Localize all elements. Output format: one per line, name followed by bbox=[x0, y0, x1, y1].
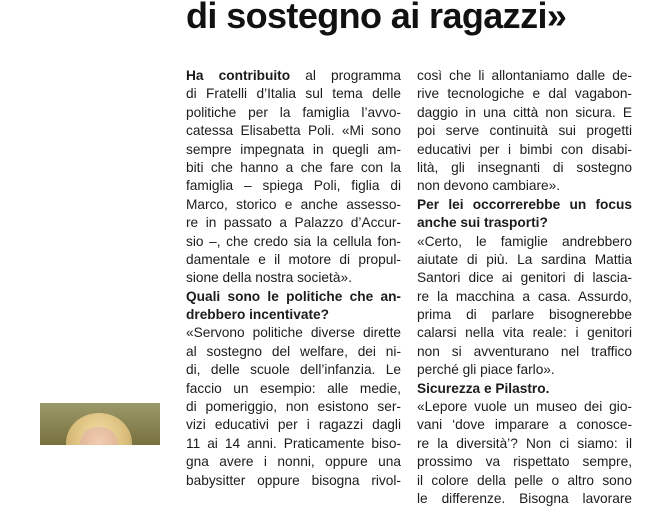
text-line: così che li allontaniamo dalle de- bbox=[417, 68, 632, 83]
text-line: gna avere i nonni, oppure una bbox=[186, 454, 401, 470]
text-line: poi serve continuità sui progetti bbox=[417, 123, 632, 139]
text-line: aiutate di più. La sardina Mattia bbox=[417, 251, 632, 267]
text-line: al sostegno del welfare, dei ni- bbox=[186, 343, 401, 359]
text-line: famiglia – spiega Poli, figlia di bbox=[186, 178, 401, 194]
text-line: lità, gli insegnanti di sostegno bbox=[417, 159, 632, 175]
text-line: educativi per i bimbi con disabi- bbox=[417, 141, 632, 157]
text-line: non devono cambiare». bbox=[417, 178, 561, 194]
text-line: faccio un esempio: alle medie, bbox=[186, 380, 401, 396]
text-line: re la macchina a casa. Assurdo, bbox=[417, 288, 632, 304]
text-line: prossimo va rispettato sempre, bbox=[417, 454, 632, 470]
text-line: re in passato a Palazzo d’Accur- bbox=[186, 215, 401, 231]
text-line: il colore della pelle o altro sono bbox=[417, 472, 632, 488]
bold-lead-in: Ha contribuito bbox=[186, 68, 291, 83]
text-line: sione della nostra società». bbox=[186, 270, 352, 286]
text-line: di Fratelli d’Italia sul tema delle bbox=[186, 86, 401, 102]
text-line: vani ‘dove imparare a conosce- bbox=[417, 417, 632, 433]
text-line: le differenze. Bisogna lavorare bbox=[417, 490, 632, 506]
text-line: daggio in una città non sicura. E bbox=[417, 104, 632, 120]
text-line: biti che hanno a che fare con la bbox=[186, 159, 401, 175]
text-line: non si avventurano nel traffico bbox=[417, 343, 632, 359]
text-line: sempre impegnata in quegli am- bbox=[186, 141, 401, 157]
text-line: «Certo, le famiglie andrebbero bbox=[417, 233, 632, 249]
text-line: damentale e il motore di propul- bbox=[186, 251, 401, 267]
text-line bbox=[186, 67, 401, 85]
headline: di sostegno ai ragazzi» bbox=[186, 0, 567, 36]
text-line: di pomeriggio, non esistono ser- bbox=[186, 399, 401, 415]
article-column-right bbox=[417, 67, 632, 508]
text-line: 11 ai 14 anni. Praticamente biso- bbox=[186, 435, 401, 451]
text-line: Santori dice ai genitori di lascia- bbox=[417, 270, 632, 286]
text-line: «Servono politiche diverse dirette bbox=[186, 325, 401, 341]
text-line: perché gli piace farlo». bbox=[417, 362, 555, 378]
interview-question: Quali sono le politiche che an- bbox=[186, 288, 401, 304]
text-segment: al programma bbox=[290, 68, 401, 83]
text-line: «Lepore vuole un museo dei gio- bbox=[417, 399, 632, 415]
text-line: Marco, storico e anche assesso- bbox=[186, 196, 401, 212]
interview-question: Sicurezza e Pilastro. bbox=[417, 380, 550, 396]
text-line: rive tecnologiche e dal vagabon- bbox=[417, 86, 632, 102]
interview-question: Per lei occorrerebbe un focus bbox=[417, 196, 632, 212]
article-column-left bbox=[186, 67, 401, 490]
text-line: calarsi nella vita reale: i genitori bbox=[417, 325, 632, 341]
text-line: prima di parlare bisognerebbe bbox=[417, 307, 632, 323]
text-line: re la diversità’? Non ci siamo: il bbox=[417, 435, 632, 451]
interview-question: anche sui trasporti? bbox=[417, 215, 548, 231]
text-line: vizi educativi per i ragazzi dagli bbox=[186, 417, 401, 433]
portrait-photo bbox=[40, 403, 160, 445]
text-line: di, delle scuole dell’infanzia. Le bbox=[186, 362, 401, 378]
text-line: politiche per la famiglia l’avvo- bbox=[186, 104, 401, 120]
text-line: catessa Elisabetta Poli. «Mi sono bbox=[186, 123, 401, 139]
text-line: babysitter oppure bisogna rivol- bbox=[186, 472, 401, 488]
text-line: sio –, che credo sia la cellula fon- bbox=[186, 233, 401, 249]
interview-question: drebbero incentivate? bbox=[186, 307, 329, 323]
